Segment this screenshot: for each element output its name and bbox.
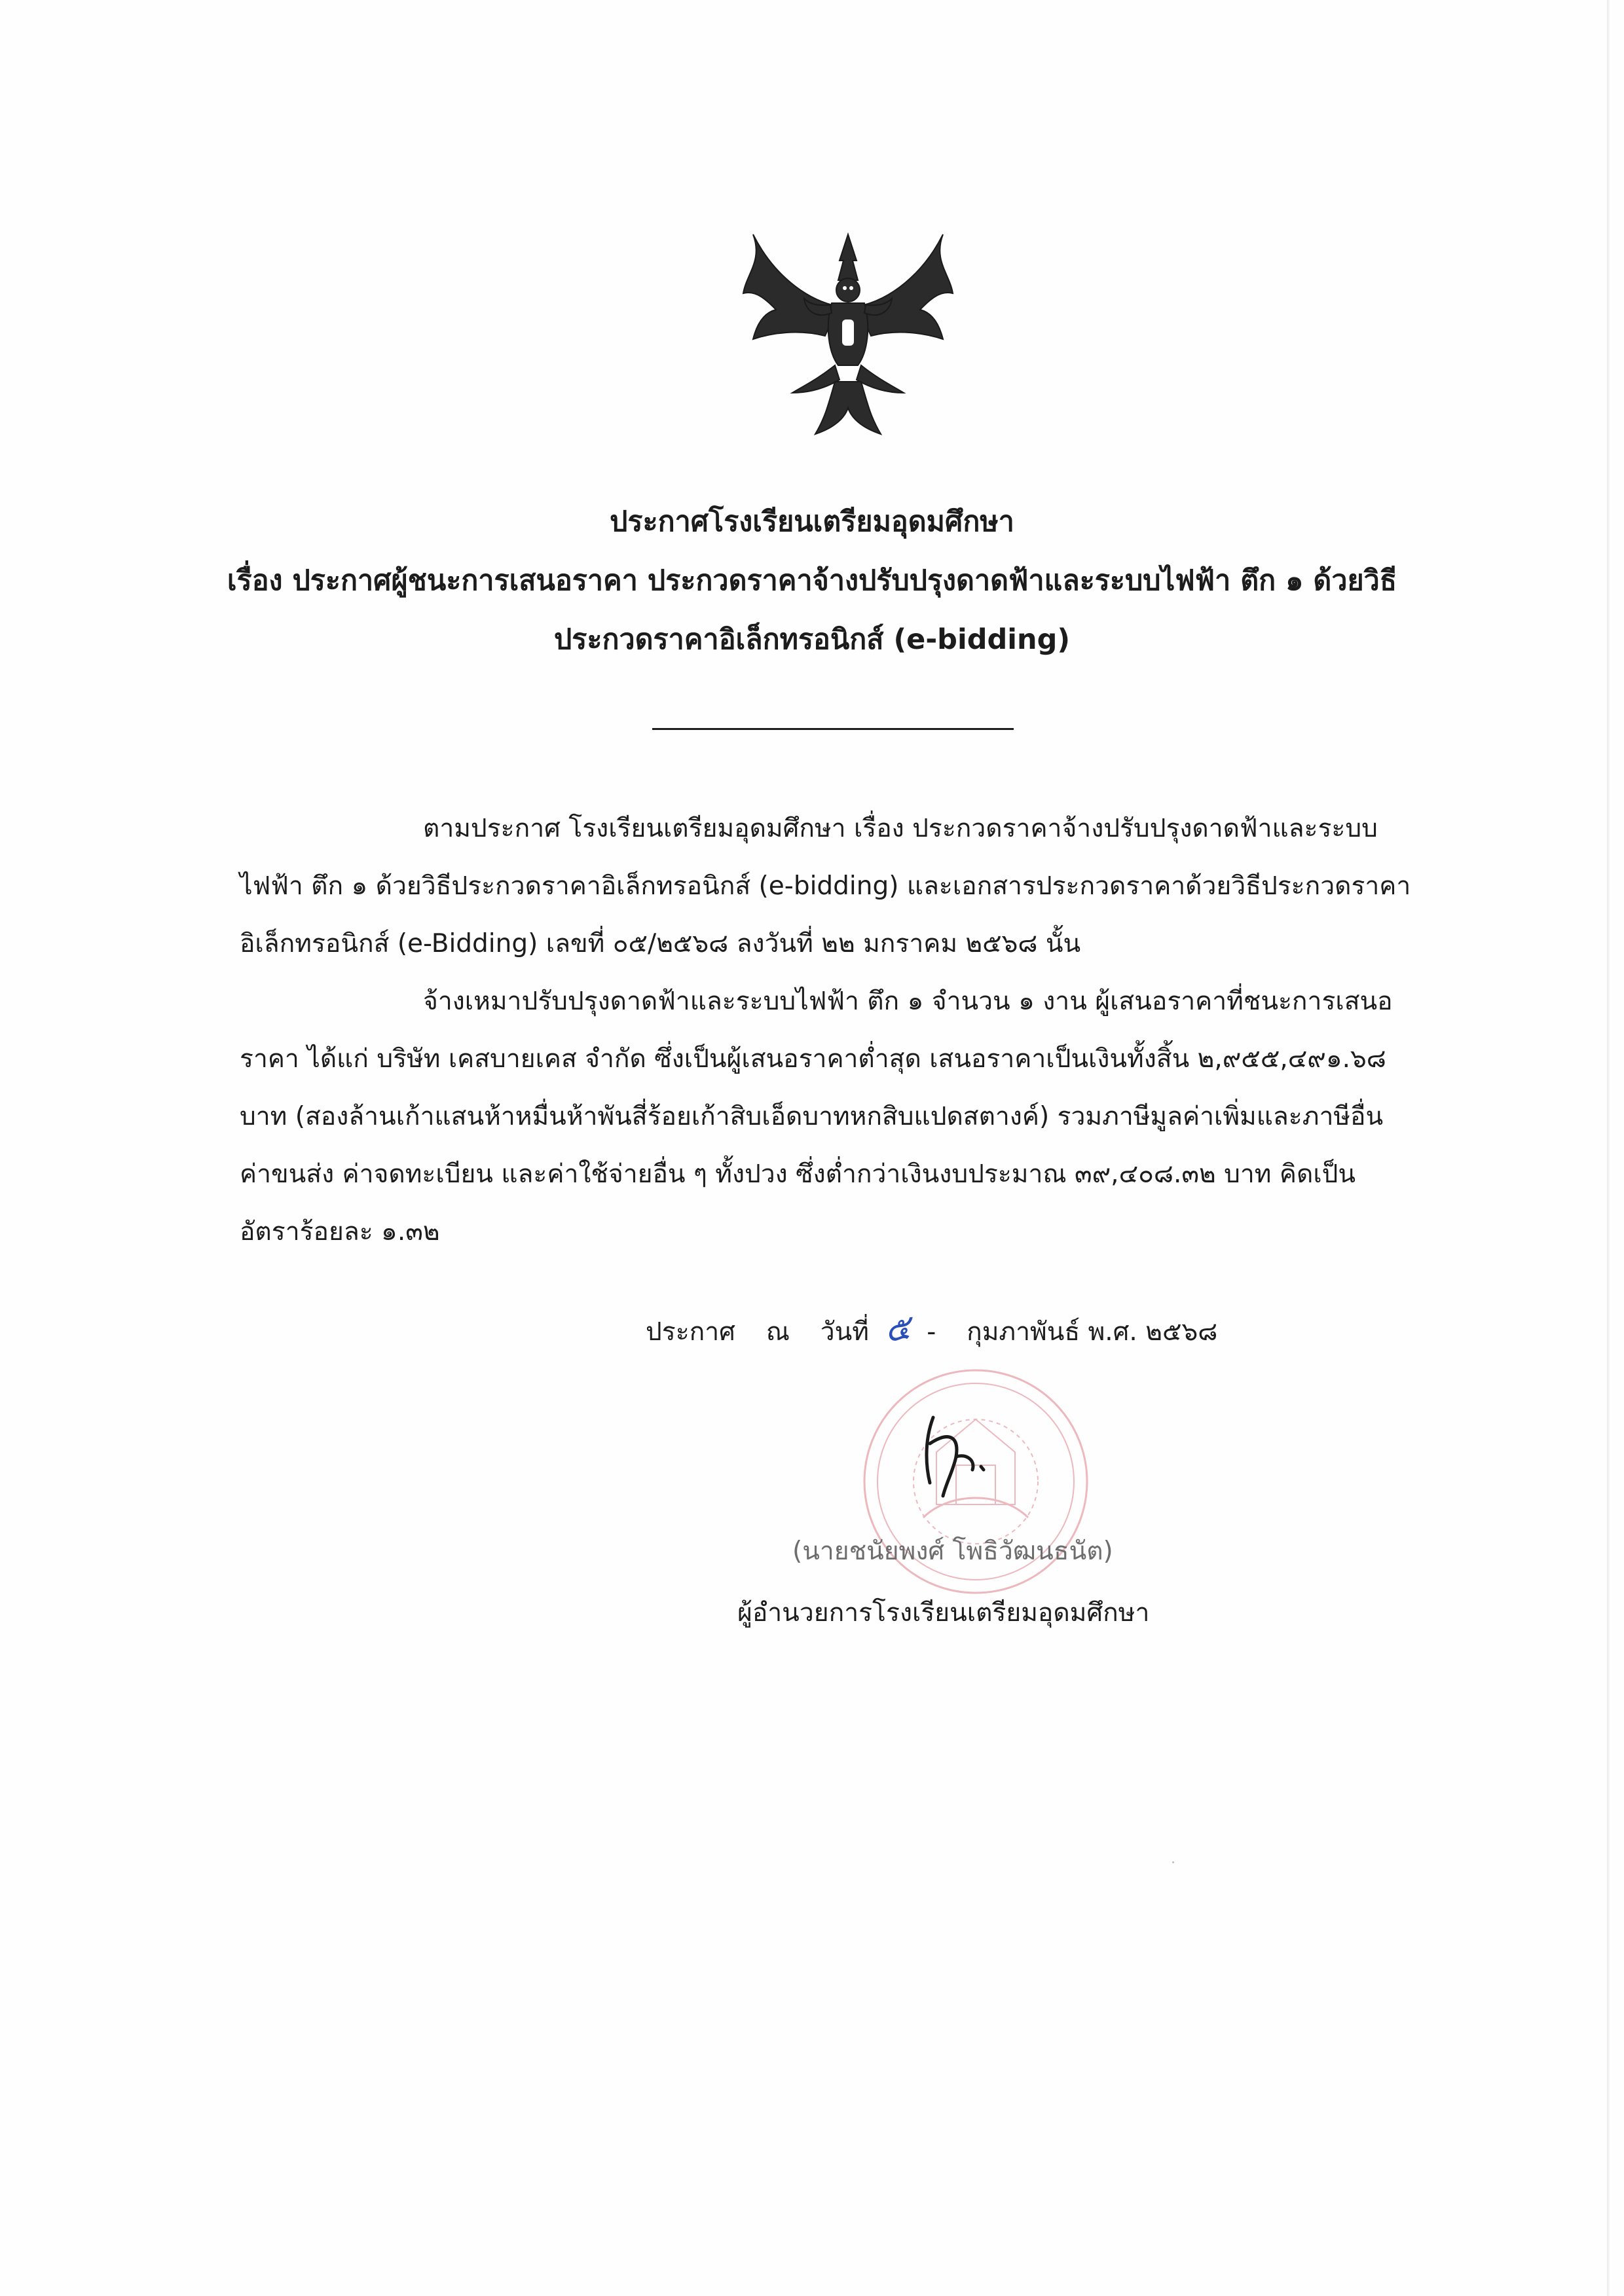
paragraph-2-line-3: บาท (สองล้านเก้าแสนห้าหมื่นห้าพันสี่ร้อยเก้าสิบเอ็ดบาทหกสิบแปดสตางค์) รวมภาษีมูลค่าเพิ่มและภาษีอื่น	[240, 1102, 1384, 1131]
scan-speck	[1172, 1861, 1174, 1863]
paragraph-1-line-3: อิเล็กทรอนิกส์ (e-Bidding) เลขที่ ๐๕/๒๕๖๘ ลงวันที่ ๒๒ มกราคม ๒๕๖๘ นั้น	[240, 929, 1081, 958]
paragraph-2-line-4: ค่าขนส่ง ค่าจดทะเบียน และค่าใช้จ่ายอื่น ๆ ทั้งปวง ซึ่งต่ำกว่าเงินงบประมาณ ๓๙,๔๐๘.๓๒ บาท คิดเป็น	[240, 1159, 1356, 1189]
announcement-date	[646, 1300, 1217, 1361]
paragraph-1-line-1: ตามประกาศ โรงเรียนเตรียมอุดมศึกษา เรื่อง ประกวดราคาจ้างปรับปรุงดาดฟ้าและระบบ	[423, 814, 1378, 843]
paragraph-2-line-2: ราคา ได้แก่ บริษัท เคสบายเคส จำกัด ซึ่งเป็นผู้เสนอราคาต่ำสุด เสนอราคาเป็นเงินทั้งสิ้น ๒,๙๕๕,๔๙๑.๖๘	[240, 1044, 1386, 1074]
paragraph-winner	[240, 973, 1418, 1261]
paragraph-1-line-2: ไฟฟ้า ตึก ๑ ด้วยวิธีประกวดราคาอิเล็กทรอนิกส์ (e-bidding) และเอกสารประกวดราคาด้วยวิธีประกวดราคา	[240, 871, 1411, 901]
announce-month-year: กุมภาพันธ์ พ.ศ. ๒๕๖๘	[967, 1317, 1218, 1347]
paragraph-reference	[240, 800, 1418, 973]
title-line-1: ประกาศโรงเรียนเตรียมอุดมศึกษา	[610, 505, 1014, 538]
announce-separator: -	[927, 1317, 936, 1347]
announce-date-label: วันที่	[820, 1317, 870, 1347]
title-line-3: ประกวดราคาอิเล็กทรอนิกส์ (e-bidding)	[553, 623, 1071, 656]
scan-edge	[1607, 0, 1610, 2296]
signer-position: ผู้อำนวยการโรงเรียนเตรียมอุดมศึกษา	[737, 1598, 1150, 1628]
paragraph-2-line-1: จ้างเหมาปรับปรุงดาดฟ้าและระบบไฟฟ้า ตึก ๑ จำนวน ๑ งาน ผู้เสนอราคาที่ชนะการเสนอ	[423, 987, 1393, 1016]
announce-label: ประกาศ	[646, 1317, 735, 1347]
announce-day-handwritten: ๕	[882, 1307, 913, 1351]
title-divider	[652, 728, 1014, 730]
garuda-emblem-icon	[727, 221, 969, 444]
paragraph-2-line-5: อัตราร้อยละ ๑.๓๒	[240, 1217, 440, 1247]
signer-name: (นายชนัยพงศ์ โพธิวัฒนธนัต)	[792, 1537, 1113, 1566]
announce-at: ณ	[766, 1317, 790, 1347]
title-line-2: เรื่อง ประกาศผู้ชนะการเสนอราคา ประกวดราคาจ้างปรับปรุงดาดฟ้าและระบบไฟฟ้า ตึก ๑ ด้วยวิธี	[227, 564, 1397, 597]
announcement-title	[0, 492, 1624, 669]
handwritten-signature	[910, 1404, 1002, 1503]
